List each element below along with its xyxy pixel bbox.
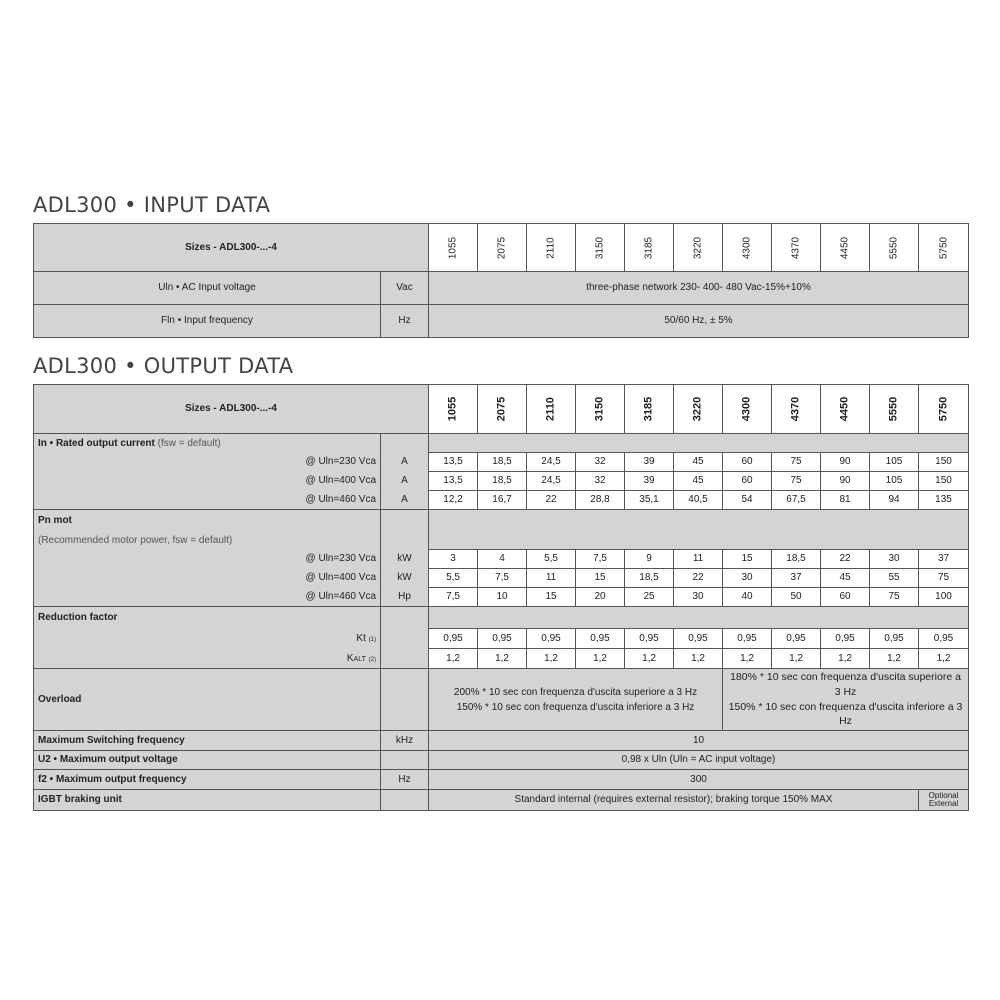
pn-value: 30 <box>723 569 772 588</box>
in-row <box>34 453 969 472</box>
kt-value: 0,95 <box>723 629 772 649</box>
in-value: 54 <box>723 491 772 510</box>
kt-value: 0,95 <box>674 629 723 649</box>
pn-value: 22 <box>821 550 870 569</box>
output-size: 4370 <box>789 396 802 422</box>
kalt-label-cell <box>34 649 381 669</box>
kalt-label: Kalt <box>346 652 366 664</box>
in-value: 18,5 <box>478 472 527 491</box>
input-size: 5550 <box>888 236 900 259</box>
kt-value: 0,95 <box>625 629 674 649</box>
in-value: 45 <box>674 472 723 491</box>
pn-value: 3 <box>429 550 478 569</box>
in-value: 32 <box>576 472 625 491</box>
pn-value: 40 <box>723 588 772 607</box>
in-value: 22 <box>527 491 576 510</box>
kalt-value: 1,2 <box>870 649 919 669</box>
input-sizes-label: Sizes - ADL300-...-4 <box>34 224 429 272</box>
pn-label: Pn mot <box>34 510 381 532</box>
kalt-value: 1,2 <box>772 649 821 669</box>
kt-unit <box>381 629 429 649</box>
output-data-table <box>33 384 969 811</box>
in-value: 60 <box>723 472 772 491</box>
pn-note: (Recommended motor power, fsw = default) <box>34 532 381 550</box>
pn-value: 18,5 <box>772 550 821 569</box>
output-size: 3150 <box>593 396 606 422</box>
in-label: In • Rated output current <box>38 437 155 449</box>
output-size: 5550 <box>887 396 900 422</box>
in-value: 40,5 <box>674 491 723 510</box>
in-value: 75 <box>772 453 821 472</box>
kalt-value: 1,2 <box>674 649 723 669</box>
pn-row <box>34 588 969 607</box>
in-value: 39 <box>625 453 674 472</box>
output-size: 4300 <box>740 396 753 422</box>
kalt-value: 1,2 <box>429 649 478 669</box>
igbt-label: IGBT braking unit <box>34 790 381 811</box>
overload-left <box>429 669 723 731</box>
input-data-title: ADL300 • INPUT DATA <box>33 193 271 217</box>
igbt-value: Standard internal (requires external resistor); braking torque 150% MAX <box>429 790 919 811</box>
in-unit: A <box>381 491 429 510</box>
reduction-label: Reduction factor <box>34 607 381 629</box>
in-value: 28,8 <box>576 491 625 510</box>
f2-unit: Hz <box>381 770 429 790</box>
overload-right <box>723 669 969 731</box>
pn-value: 45 <box>821 569 870 588</box>
kalt-unit <box>381 649 429 669</box>
input-size: 2075 <box>496 236 508 259</box>
kt-value: 0,95 <box>527 629 576 649</box>
in-value: 18,5 <box>478 453 527 472</box>
kt-value: 0,95 <box>576 629 625 649</box>
pn-unit: kW <box>381 569 429 588</box>
kt-label-cell <box>34 629 381 649</box>
kalt-note: (2) <box>368 656 376 663</box>
in-label-cell <box>34 434 381 453</box>
pn-value: 10 <box>478 588 527 607</box>
in-value: 81 <box>821 491 870 510</box>
pn-spacer <box>429 510 969 532</box>
in-value: 90 <box>821 453 870 472</box>
in-condition: @ Uln=460 Vca <box>34 491 381 510</box>
kalt-value: 1,2 <box>723 649 772 669</box>
pn-value: 50 <box>772 588 821 607</box>
input-size: 3150 <box>594 236 606 259</box>
pn-condition: @ Uln=400 Vca <box>34 569 381 588</box>
igbt-last <box>919 790 969 811</box>
pn-value: 11 <box>674 550 723 569</box>
in-value: 150 <box>919 453 969 472</box>
output-size: 3185 <box>642 396 655 422</box>
pn-rows <box>34 550 969 607</box>
input-data-table <box>33 223 969 338</box>
pn-value: 22 <box>674 569 723 588</box>
pn-value: 37 <box>772 569 821 588</box>
in-value: 60 <box>723 453 772 472</box>
pn-value: 75 <box>919 569 969 588</box>
kalt-value: 1,2 <box>576 649 625 669</box>
pn-value: 30 <box>674 588 723 607</box>
in-value: 12,2 <box>429 491 478 510</box>
input-size: 4370 <box>790 236 802 259</box>
in-note: (fsw = default) <box>154 437 221 449</box>
u2-label: U2 • Maximum output voltage <box>34 751 381 770</box>
in-value: 105 <box>870 472 919 491</box>
reduction-spacer <box>429 607 969 629</box>
overload-left-1: 200% * 10 sec con frequenza d'uscita superiore a 3 Hz <box>453 686 698 698</box>
uln-label: Uln • AC Input voltage <box>34 272 381 305</box>
pn-value: 100 <box>919 588 969 607</box>
fln-label: Fln • Input frequency <box>34 305 381 338</box>
output-size: 4450 <box>838 396 851 422</box>
igbt-optional: Optional <box>928 791 959 801</box>
in-row <box>34 491 969 510</box>
in-value: 75 <box>772 472 821 491</box>
pn-condition: @ Uln=230 Vca <box>34 550 381 569</box>
input-size: 5750 <box>937 236 949 259</box>
pn-note-spacer-values <box>429 532 969 550</box>
kt-value: 0,95 <box>870 629 919 649</box>
kt-value: 0,95 <box>478 629 527 649</box>
in-value: 13,5 <box>429 453 478 472</box>
output-sizes-label: Sizes - ADL300-...-4 <box>34 385 429 434</box>
overload-unit <box>381 669 429 731</box>
pn-value: 15 <box>576 569 625 588</box>
in-value: 67,5 <box>772 491 821 510</box>
pn-value: 9 <box>625 550 674 569</box>
u2-value: 0,98 x Uln (Uln = AC input voltage) <box>429 751 969 770</box>
pn-value: 7,5 <box>576 550 625 569</box>
pn-value: 25 <box>625 588 674 607</box>
input-size: 4300 <box>741 236 753 259</box>
pn-value: 5,5 <box>429 569 478 588</box>
in-value: 94 <box>870 491 919 510</box>
uln-unit: Vac <box>381 272 429 305</box>
pn-value: 20 <box>576 588 625 607</box>
pn-unit-spacer <box>381 510 429 532</box>
in-value: 24,5 <box>527 472 576 491</box>
pn-unit: kW <box>381 550 429 569</box>
overload-right-1: 180% * 10 sec con frequenza d'uscita superiore a 3 Hz <box>730 671 961 698</box>
in-value: 135 <box>919 491 969 510</box>
in-value: 13,5 <box>429 472 478 491</box>
pn-row <box>34 550 969 569</box>
pn-value: 60 <box>821 588 870 607</box>
in-rows <box>34 453 969 510</box>
input-size: 4450 <box>839 236 851 259</box>
kalt-value: 1,2 <box>478 649 527 669</box>
uln-value: three-phase network 230- 400- 480 Vac-15%+10% <box>429 272 969 305</box>
in-condition: @ Uln=400 Vca <box>34 472 381 491</box>
kt-label: Kt <box>356 632 366 644</box>
pn-value: 5,5 <box>527 550 576 569</box>
pn-row <box>34 569 969 588</box>
output-size: 3220 <box>691 396 704 422</box>
output-size: 2075 <box>495 396 508 422</box>
switching-label: Maximum Switching frequency <box>34 731 381 751</box>
igbt-external: External <box>928 799 959 808</box>
kalt-row <box>34 649 969 669</box>
kt-value: 0,95 <box>821 629 870 649</box>
kalt-value: 1,2 <box>625 649 674 669</box>
output-size: 2110 <box>544 397 557 421</box>
output-data-title: ADL300 • OUTPUT DATA <box>33 354 294 378</box>
in-row <box>34 472 969 491</box>
pn-note-spacer <box>381 532 429 550</box>
kt-value: 0,95 <box>919 629 969 649</box>
in-unit: A <box>381 472 429 491</box>
pn-value: 7,5 <box>429 588 478 607</box>
overload-right-2: 150% * 10 sec con frequenza d'uscita inferiore a 3 Hz <box>728 700 963 728</box>
f2-value: 300 <box>429 770 969 790</box>
pn-value: 37 <box>919 550 969 569</box>
in-value: 24,5 <box>527 453 576 472</box>
kt-note: (1) <box>368 636 376 643</box>
input-size: 3220 <box>692 236 704 259</box>
kalt-value: 1,2 <box>821 649 870 669</box>
pn-value: 15 <box>527 588 576 607</box>
overload-left-2: 150% * 10 sec con frequenza d'uscita inferiore a 3 Hz <box>456 701 695 713</box>
in-condition: @ Uln=230 Vca <box>34 453 381 472</box>
fln-unit: Hz <box>381 305 429 338</box>
in-value: 32 <box>576 453 625 472</box>
switching-value: 10 <box>429 731 969 751</box>
input-size: 3185 <box>643 236 655 259</box>
in-value: 35,1 <box>625 491 674 510</box>
in-value: 150 <box>919 472 969 491</box>
pn-value: 11 <box>527 569 576 588</box>
igbt-unit <box>381 790 429 811</box>
reduction-unit-spacer <box>381 607 429 629</box>
pn-value: 7,5 <box>478 569 527 588</box>
u2-unit <box>381 751 429 770</box>
pn-condition: @ Uln=460 Vca <box>34 588 381 607</box>
kalt-value: 1,2 <box>527 649 576 669</box>
switching-unit: kHz <box>381 731 429 751</box>
in-spacer <box>429 434 969 453</box>
in-unit-spacer <box>381 434 429 453</box>
pn-value: 4 <box>478 550 527 569</box>
in-unit: A <box>381 453 429 472</box>
input-size: 1055 <box>447 236 459 259</box>
in-value: 16,7 <box>478 491 527 510</box>
input-size: 2110 <box>545 236 557 259</box>
in-value: 105 <box>870 453 919 472</box>
in-value: 45 <box>674 453 723 472</box>
pn-value: 30 <box>870 550 919 569</box>
pn-value: 18,5 <box>625 569 674 588</box>
pn-unit: Hp <box>381 588 429 607</box>
in-value: 90 <box>821 472 870 491</box>
output-size: 5750 <box>937 396 950 422</box>
output-size: 1055 <box>446 396 459 422</box>
kt-value: 0,95 <box>772 629 821 649</box>
f2-label: f2 • Maximum output frequency <box>34 770 381 790</box>
kt-value: 0,95 <box>429 629 478 649</box>
in-value: 39 <box>625 472 674 491</box>
kt-row <box>34 629 969 649</box>
fln-value: 50/60 Hz, ± 5% <box>429 305 969 338</box>
pn-value: 55 <box>870 569 919 588</box>
overload-label: Overload <box>34 669 381 731</box>
kalt-value: 1,2 <box>919 649 969 669</box>
pn-value: 75 <box>870 588 919 607</box>
pn-value: 15 <box>723 550 772 569</box>
